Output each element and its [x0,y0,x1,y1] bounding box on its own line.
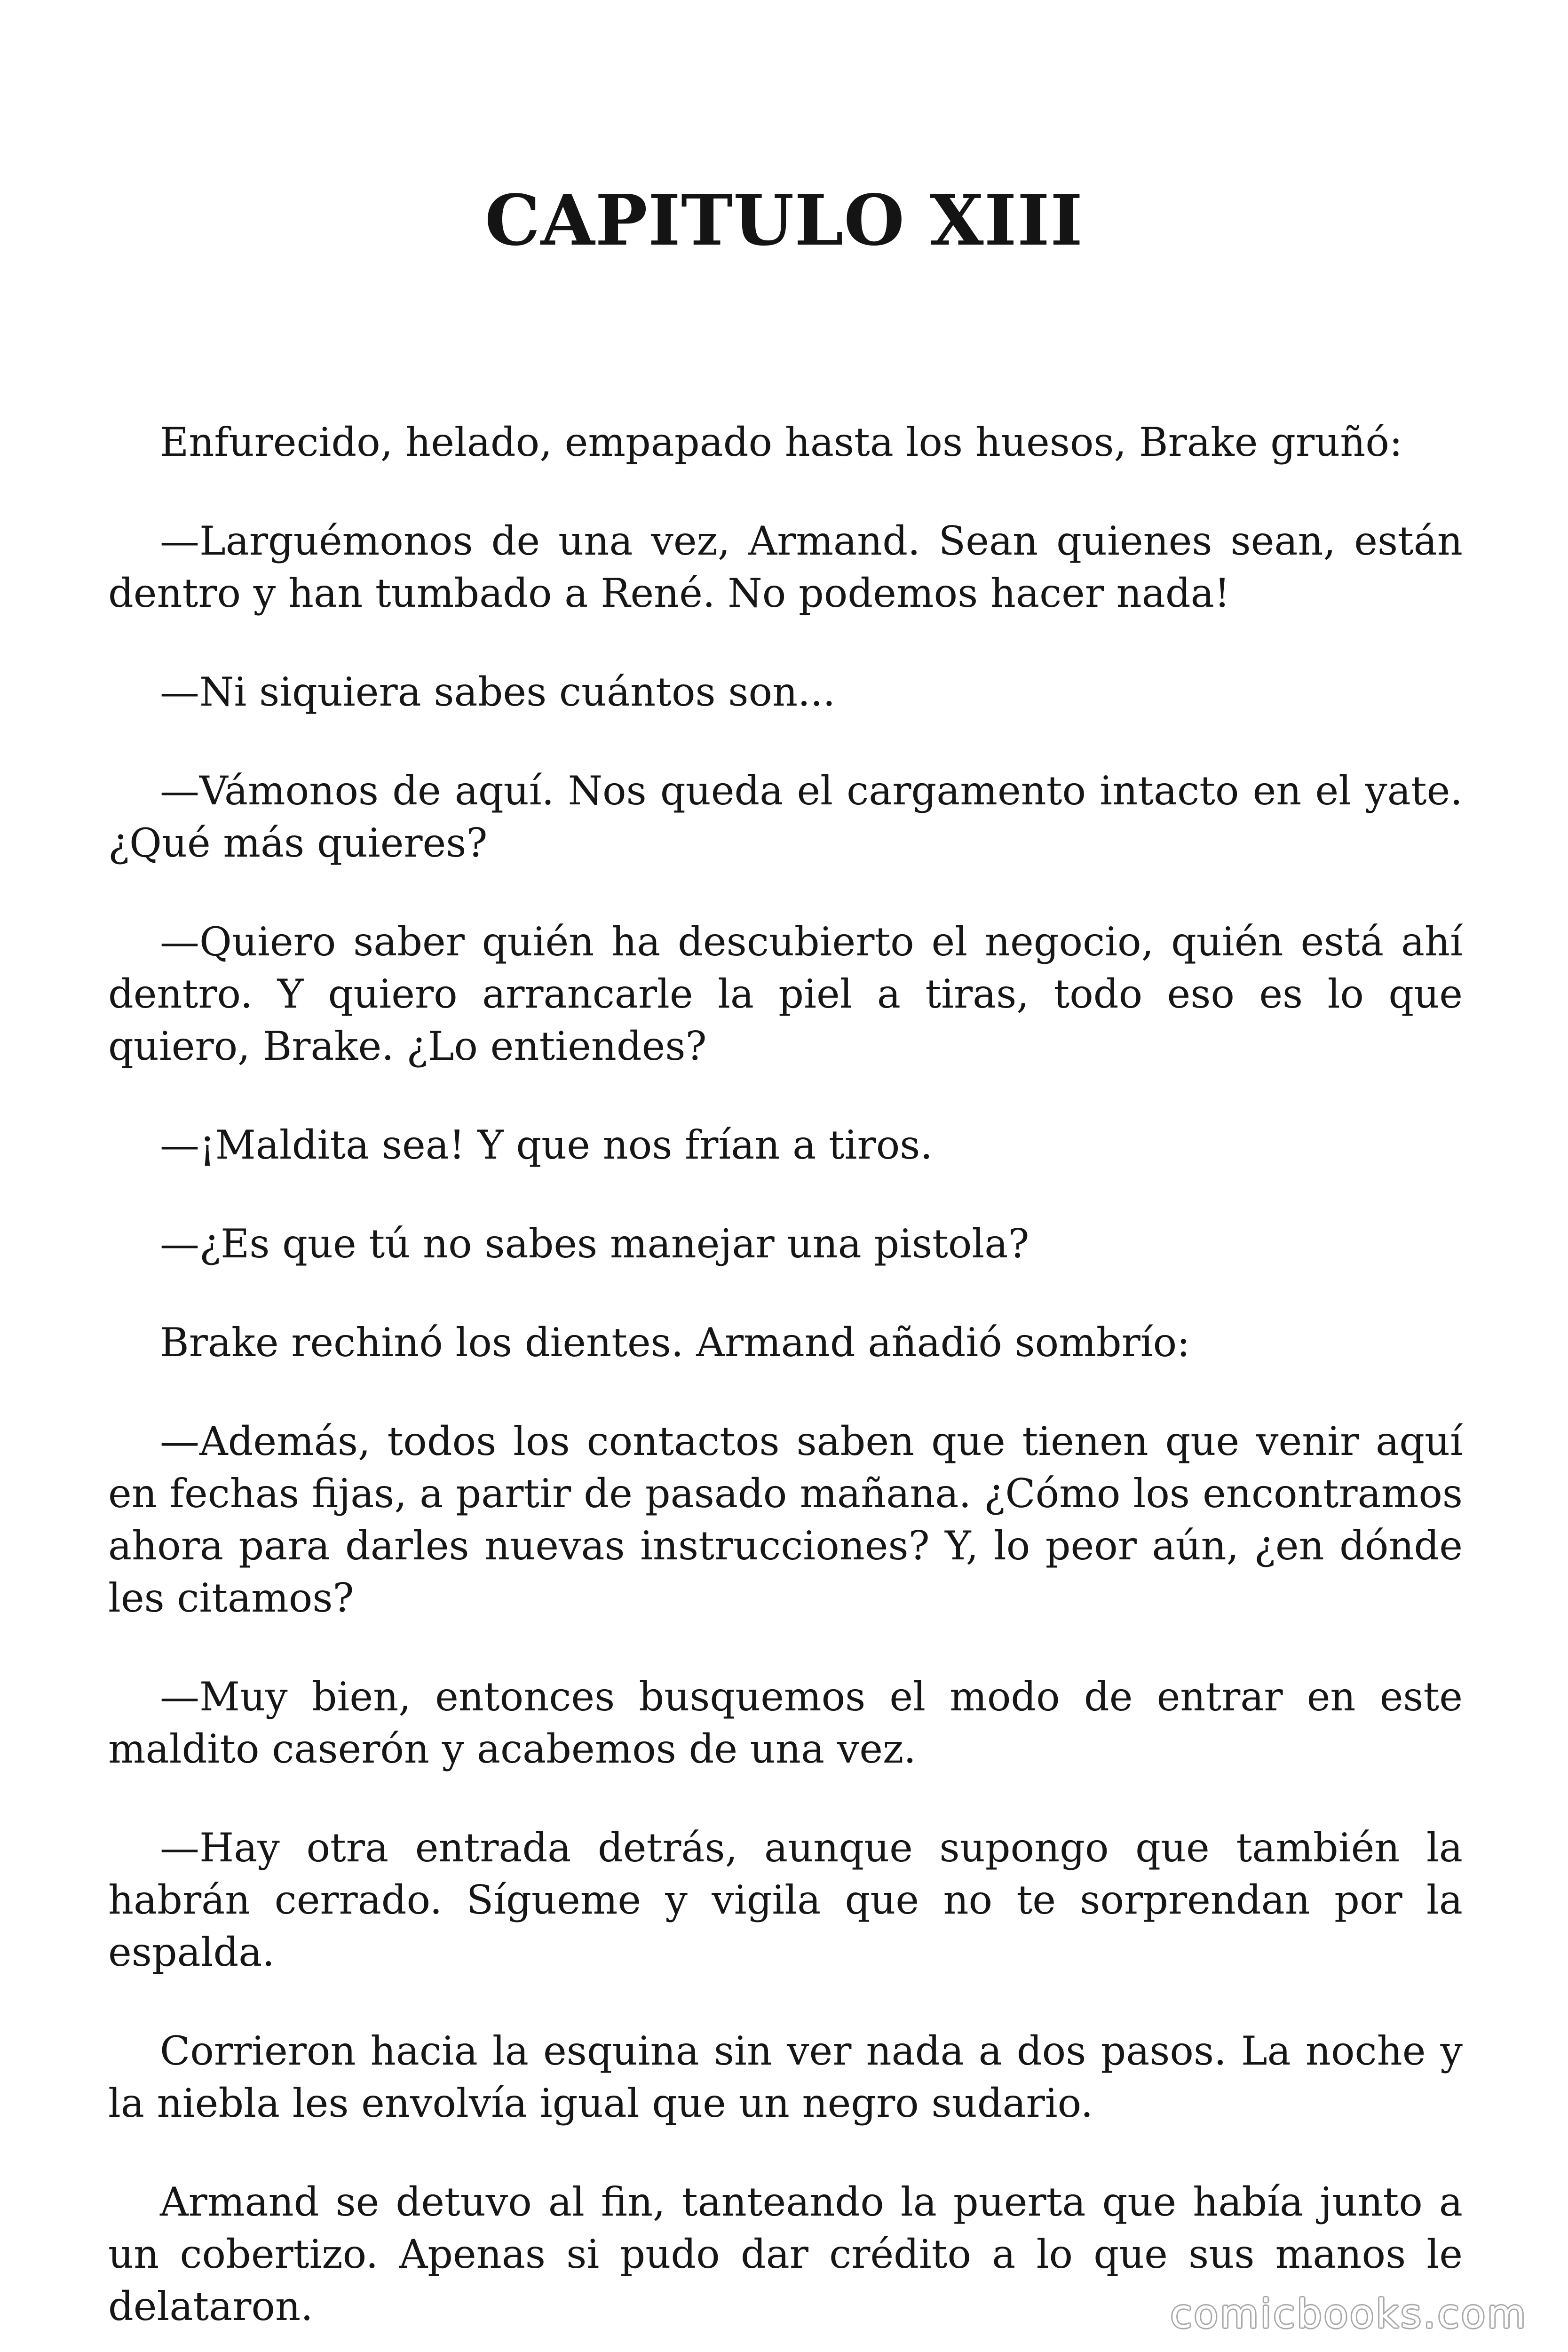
paragraph: Enfurecido, helado, empapado hasta los huesos, Brake gruñó: [160,419,1403,465]
paragraph: —¡Maldita sea! Y que nos frían a tiros. [160,1122,933,1168]
paragraph: —Quiero saber quién ha descubierto el negocio, quién está ahí dentro. Y quiero arrancarle la piel a tiras, todo eso es lo que quiero, Brake. ¿Lo entiendes? [108,919,1463,1069]
paragraph: Brake rechinó los dientes. Armand añadió sombrío: [160,1319,1190,1366]
watermark: comicbooks.com [1170,2291,1528,2337]
paragraph: —Vámonos de aquí. Nos queda el cargamento intacto en el yate. ¿Qué más quieres? [108,768,1463,866]
chapter-text [108,416,1463,2352]
paragraph: —¿Es que tú no sabes manejar una pistola? [160,1221,1029,1267]
paragraph: —Hay otra entrada detrás, aunque supongo que también la habrán cerrado. Sígueme y vigila que no te sorprendan por la espalda. [108,1825,1463,1975]
chapter-title: CAPITULO XIII [484,179,1084,261]
paragraph: —Además, todos los contactos saben que tienen que venir aquí en fechas fijas, a partir de pasado mañana. ¿Cómo los encontramos ahora para darles nuevas instrucciones? Y, lo peor aún, ¿en dónde les citamos? [108,1418,1463,1621]
paragraph: Corrieron hacia la esquina sin ver nada a dos pasos. La noche y la niebla les envolvía igual que un negro sudario. [108,2028,1463,2126]
paragraph: —Muy bien, entonces busquemos el modo de entrar en este maldito caserón y acabemos de una vez. [108,1674,1463,1772]
paragraph: —Larguémonos de una vez, Armand. Sean quienes sean, están dentro y han tumbado a René. No podemos hacer nada! [108,518,1463,616]
paragraph: —Ni siquiera sabes cuántos son... [160,669,836,715]
paragraph: Armand se detuvo al fin, tanteando la puerta que había junto a un cobertizo. Apenas si pudo dar crédito a lo que sus manos le delataron. [108,2179,1463,2329]
